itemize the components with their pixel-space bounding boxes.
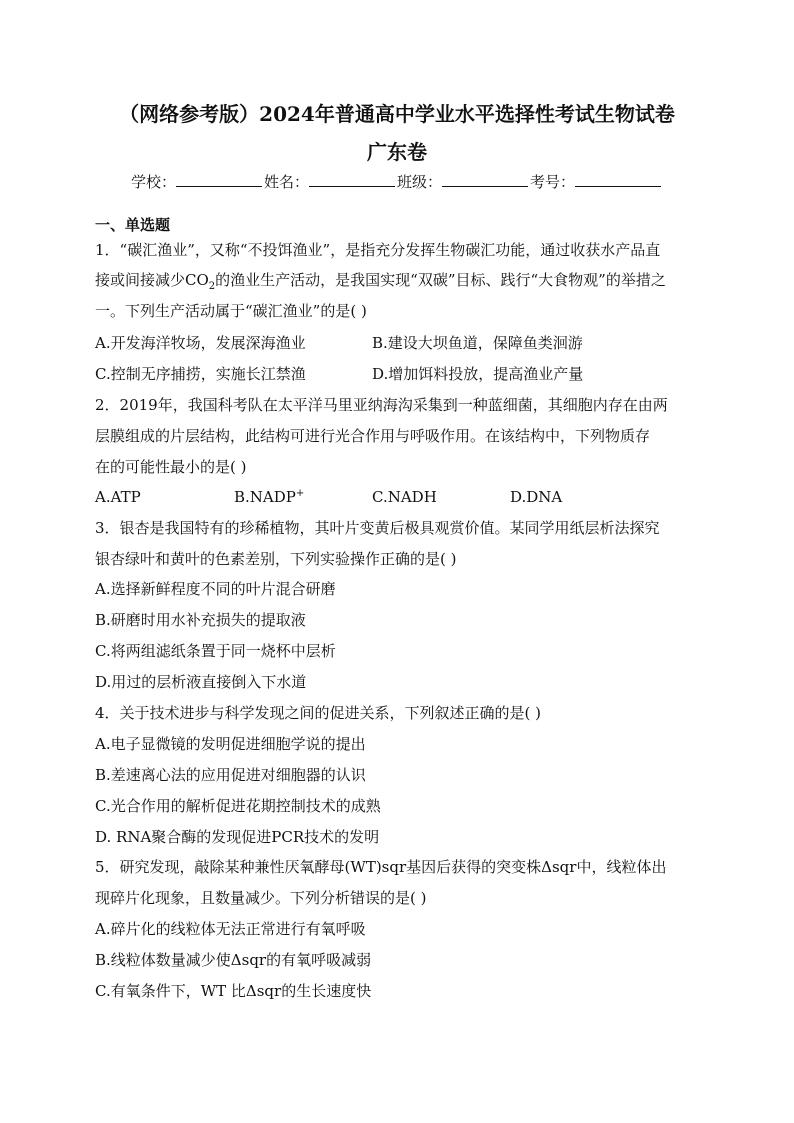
question-3-option-d: D.用过的层析液直接倒入下水道 [95,673,307,691]
question-3-option-a: A.选择新鲜程度不同的叶片混合研磨 [95,580,336,598]
question-3-line-2: 银杏绿叶和黄叶的色素差别，下列实验操作正确的是( ) [95,550,457,568]
school-label: 学校： [130,173,176,191]
question-2-option-a: A.ATP [95,488,141,506]
question-5-line-2: 现碎片化现象，且数量减少。下列分析错误的是( ) [95,889,427,907]
question-2-option-b: B.NADP+ [234,488,305,506]
exam-subtitle: 广东卷 [367,140,427,164]
question-1-option-c: C.控制无序捕捞，实施长江禁渔 [95,365,306,383]
question-2-line-2: 层膜组成的片层结构，此结构可进行光合作用与呼吸作用。在该结构中，下列物质存 [95,427,651,445]
exam-number-label: 考号： [530,173,576,191]
question-5-option-c: C.有氧条件下，WT 比Δsqr的生长速度快 [95,982,372,1000]
question-3-option-b: B.研磨时用水补充损失的提取液 [95,611,306,629]
exam-title: （网络参考版）2024年普通高中学业水平选择性考试生物试卷 [119,102,675,126]
name-label: 姓名： [263,173,309,191]
question-5-line-1: 5．研究发现，敲除某种兼性厌氧酵母(WT)sqr基因后获得的突变株Δsqr中，线粒体出 [95,858,667,876]
question-2-line-1: 2．2019年，我国科考队在太平洋马里亚纳海沟采集到一种蓝细菌，其细胞内存在由两 [95,396,668,414]
question-3-line-1: 3．银杏是我国特有的珍稀植物，其叶片变黄后极具观赏价值。某同学用纸层析法探究 [95,519,660,537]
question-4-option-b: B.差速离心法的应用促进对细胞器的认识 [95,766,366,784]
question-4-option-c: C.光合作用的解析促进花期控制技术的成熟 [95,797,381,815]
question-4-option-d: D. RNA聚合酶的发现促进PCR技术的发明 [95,828,380,846]
student-info-row [0,172,794,192]
question-1-line-1: 1．“碳汇渔业”，又称“不投饵渔业”，是指充分发挥生物碳汇功能，通过收获水产品直 [95,241,661,259]
question-5-option-b: B.线粒体数量减少使Δsqr的有氧呼吸减弱 [95,951,372,969]
question-2-option-d: D.DNA [510,488,563,506]
question-1-option-d: D.增加饵料投放，提高渔业产量 [372,365,584,383]
question-4-line-1: 4．关于技术进步与科学发现之间的促进关系，下列叙述正确的是( ) [95,704,542,722]
question-1-line-3: 一。下列生产活动属于“碳汇渔业”的是( ) [95,302,367,320]
question-5-option-a: A.碎片化的线粒体无法正常进行有氧呼吸 [95,920,366,938]
question-2-option-c: C.NADH [372,488,437,506]
question-2-line-3: 在的可能性最小的是( ) [95,458,247,476]
section-title: 一、单选题 [95,216,171,234]
school-blank [176,172,262,187]
name-blank [309,172,395,187]
question-1-line-2: 接或间接减少$CO_2$的渔业生产活动，是我国实现“双碳”目标、践行“大食物观”的举措之 [95,271,666,292]
exam-number-blank [575,172,661,187]
question-1-option-b: B.建设大坝鱼道，保障鱼类洄游 [372,334,583,352]
class-blank [442,172,528,187]
question-3-option-c: C.将两组滤纸条置于同一烧杯中层析 [95,642,336,660]
question-1-option-a: A.开发海洋牧场，发展深海渔业 [95,334,306,352]
question-4-option-a: A.电子显微镜的发明促进细胞学说的提出 [95,735,366,753]
class-label: 班级： [397,173,443,191]
